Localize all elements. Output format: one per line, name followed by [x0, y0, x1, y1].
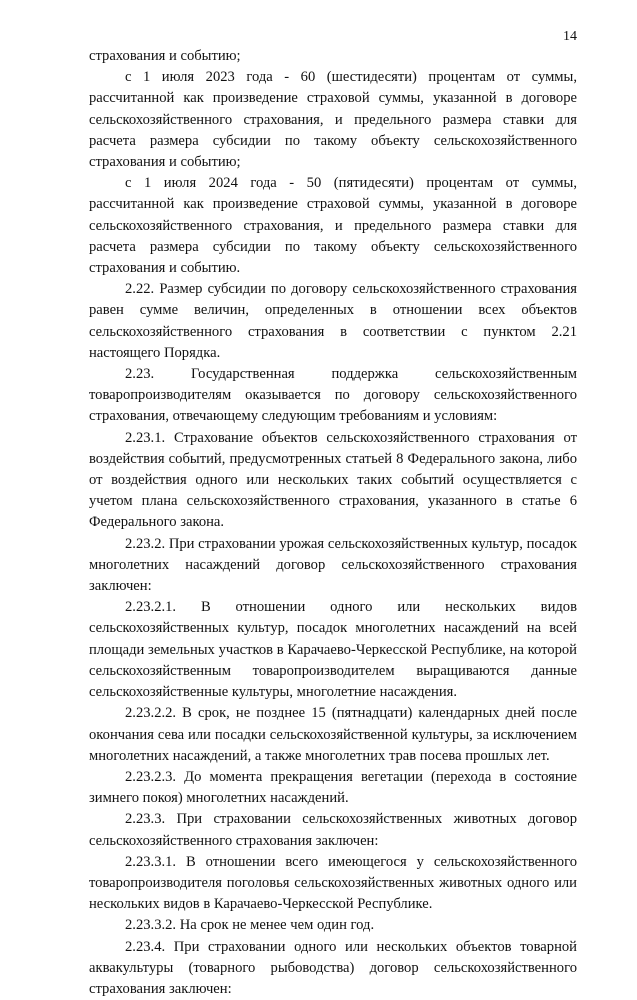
paragraph: 2.23.2. При страховании урожая сельскохозяйственных культур, посадок многолетних насаждений договор сельскохозяйственного страхования заключен: — [89, 535, 577, 595]
paragraph: 2.23.3.2. На срок не менее чем один год. — [125, 917, 375, 934]
paragraph: 2.23.2.1. В отношении одного или нескольких видов сельскохозяйственных культур, посадок многолетних насаждений на всей площади земельных участков в Карачаево-Черкесской Республике, на которой сельскохозяйственным товаропроизводителем выращиваются данные сельскохозяйственные культуры, многолетние насаждения. — [89, 599, 577, 701]
paragraph: 2.23.2.2. В срок, не позднее 15 (пятнадцати) календарных дней после окончания сева или посадки сельскохозяйственной культуры, за исключением многолетних насаждений, а также многолетних трав посева прошлых лет. — [89, 705, 577, 764]
paragraph: с 1 июля 2024 года - 50 (пятидесяти) процентам от суммы, рассчитанной как произведение страховой суммы, указанной в договоре сельскохозяйственного страхования, и предельного размера ставки для расчета размера субсидии по такому объекту сельскохозяйственного страхования и событию. — [89, 175, 577, 277]
paragraph: 2.23.3. При страховании сельскохозяйственных животных договор сельскохозяйственного страхования заключен: — [89, 811, 577, 849]
paragraph: страхования и событию; — [89, 48, 241, 64]
paragraph: 2.23. Государственная поддержка сельскохозяйственным товаропроизводителям оказывается по договору сельскохозяйственного страхования, отвечающему следующим требованиям и условиям: — [89, 366, 577, 425]
paragraph: 2.23.1. Страхование объектов сельскохозяйственного страхования от воздействия событий, предусмотренных статьей 8 Федерального закона, либо от воздействия одного или нескольких таких событий осуществляется с учетом плана сельскохозяйственного страхования, указанного в статье 6 Федерального закона. — [89, 429, 577, 531]
paragraph: 2.23.4. При страховании одного или нескольких объектов товарной аквакультуры (товарного рыбоводства) договор сельскохозяйственного страхования заключен: — [89, 938, 577, 997]
document-body — [89, 46, 577, 1000]
paragraph: 2.23.2.3. До момента прекращения вегетации (перехода в состояние зимнего покоя) многолетних насаждений. — [89, 768, 577, 807]
paragraph: с 1 июля 2023 года - 60 (шестидесяти) процентам от суммы, рассчитанной как произведение страховой суммы, указанной в договоре сельскохозяйственного страхования, и предельного размера ставки для расчета размера субсидии по такому объекту сельскохозяйственного страхования и событию; — [89, 69, 577, 171]
paragraph: 2.22. Размер субсидии по договору сельскохозяйственного страхования равен сумме величин, определенных в отношении всех объектов сельскохозяйственного страхования в соответствии с пунктом 2.21 настоящего Порядка. — [89, 281, 577, 361]
paragraph: 2.23.3.1. В отношении всего имеющегося у сельскохозяйственного товаропроизводителя поголовья сельскохозяйственных животных одного или нескольких видов в Карачаево-Черкесской Республике. — [89, 853, 577, 913]
page-number: 14 — [563, 29, 577, 44]
